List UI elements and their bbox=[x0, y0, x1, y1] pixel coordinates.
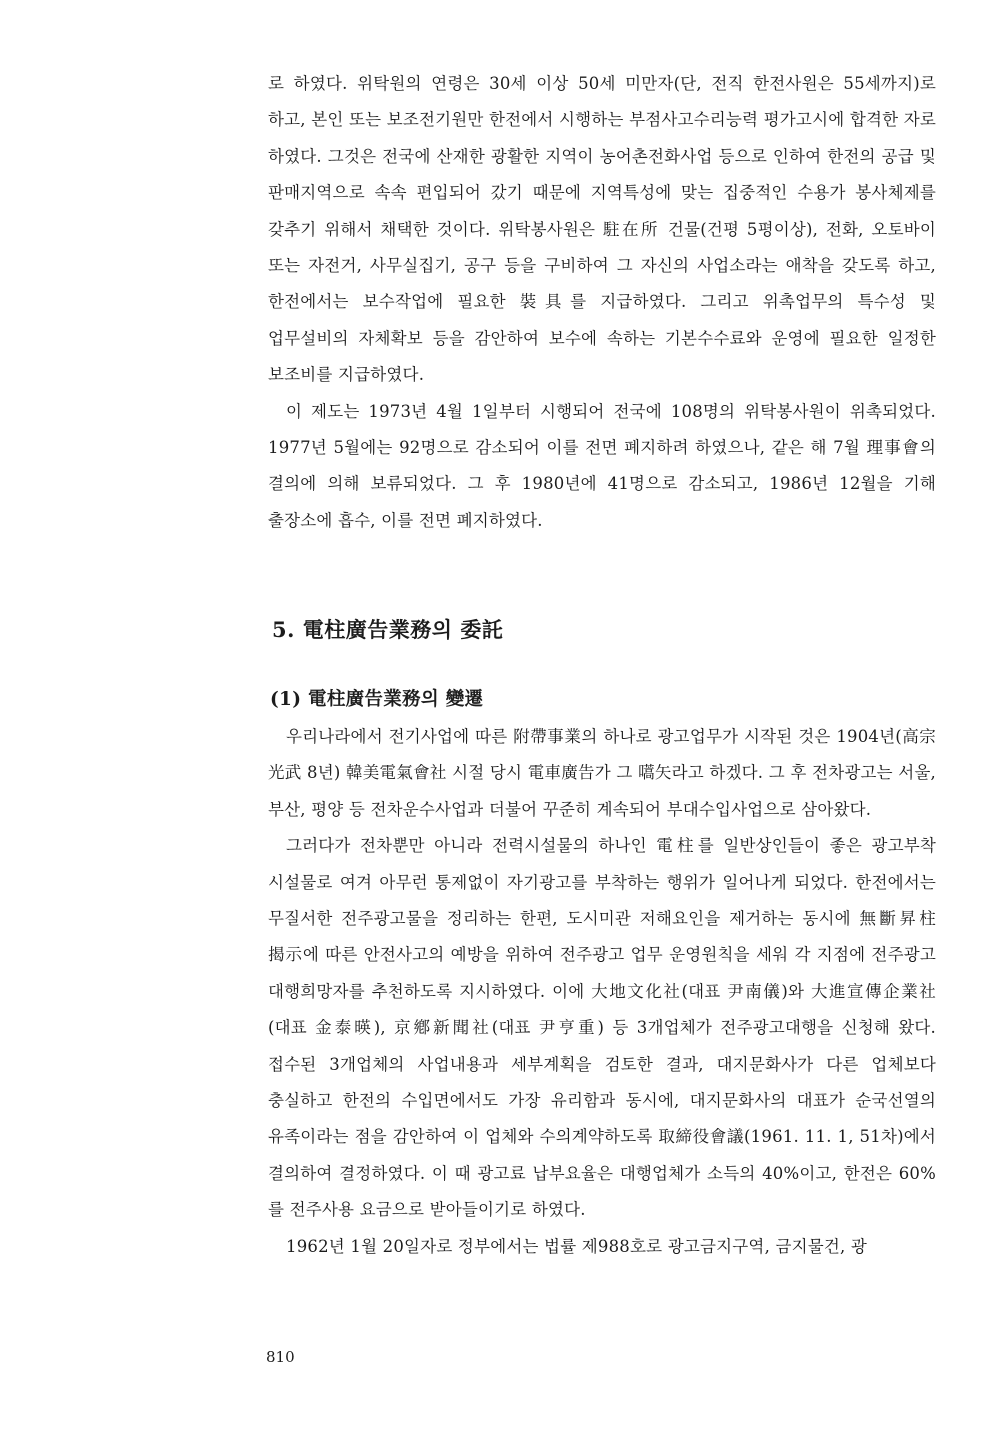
paragraph-commission-history: 이 제도는 1973년 4월 1일부터 시행되어 전국에 108명의 위탁봉사원이 위촉되었다. 1977년 5월에는 92명으로 감소되어 이를 전면 폐지하려 하였으나, 같은 해 7월 理事會의 결의에 의해 보류되었다. 그 후 1980년에 41명으로 감소되고, 1986년 12월을 기해 출장소에 흡수, 이를 전면 폐지하였다. bbox=[268, 401, 936, 530]
paragraph-commission-conditions: 로 하였다. 위탁원의 연령은 30세 이상 50세 미만자(단, 전직 한전사원은 55세까지)로 하고, 본인 또는 보조전기원만 한전에서 시행하는 부점사고수리능력 평가고시에 합격한 자로 하였다. 그것은 전국에 산재한 광활한 지역이 농어촌전화사업 등으로 인하여 한전의 공급 및 판매지역으로 속속 편입되어 갔기 때문에 지역특성에 맞는 집중적인 수용가 봉사체제를 갖추기 위해서 채택한 것이다. 위탁봉사원은 駐在所 건물(건평 5평이상), 전화, 오토바이 또는 자전거, 사무실집기, 공구 등을 구비하여 그 자신의 사업소라는 애착을 갖도록 하고, 한전에서는 보수작업에 필요한 裝具를 지급하였다. 그리고 위촉업무의 특수성 및 업무설비의 자체확보 등을 감안하여 보수에 속하는 기본수수료와 운영에 필요한 일정한 보조비를 지급하였다. bbox=[268, 74, 936, 385]
subsection-heading: (1) 電柱廣告業務의 變遷 bbox=[270, 689, 484, 710]
paragraph-pole-advertising-agency: 그러다가 전차뿐만 아니라 전력시설물의 하나인 電柱를 일반상인들이 좋은 광고부착 시설물로 여겨 아무런 통제없이 자기광고를 부착하는 행위가 일어나게 되었다. 한전에서는 무질서한 전주광고물을 정리하는 한편, 도시미관 저해요인을 제거하는 동시에 無斷昇柱 揭示에 따른 안전사고의 예방을 위하여 전주광고 업무 운영원칙을 세워 각 지점에 전주광고 대행희망자를 추천하도록 지시하였다. 이에 大地文化社(대표 尹南儀)와 大進宣傳企業社(대표 金泰暎), 京鄕新聞社(대표 尹亨重) 등 3개업체가 전주광고대행을 신청해 왔다. 접수된 3개업체의 사업내용과 세부계획을 검토한 결과, 대지문화사가 다른 업체보다 충실하고 한전의 수입면에서도 가장 유리함과 동시에, 대지문화사의 대표가 순국선열의 유족이라는 점을 감안하여 이 업체와 수의계약하도록 取締役會議(1961. 11. 1, 51차)에서 결의하여 결정하였다. 이 때 광고료 납부요율은 대행업체가 소득의 40%이고, 한전은 60%를 전주사용 요금으로 받아들이기로 하였다. bbox=[268, 836, 936, 1220]
body-text-block-1 bbox=[268, 66, 936, 539]
paragraph-advertising-law: 1962년 1월 20일자로 정부에서는 법률 제988호로 광고금지구역, 금지물건, 광 bbox=[286, 1236, 868, 1256]
body-text-block-2 bbox=[268, 719, 936, 1265]
page-number: 810 bbox=[266, 1348, 295, 1366]
section-heading: 5. 電柱廣告業務의 委託 bbox=[272, 617, 504, 642]
paragraph-advertising-origin: 우리나라에서 전기사업에 따른 附帶事業의 하나로 광고업무가 시작된 것은 1904년(高宗 光武 8년) 韓美電氣會社 시절 당시 電車廣告가 그 嚆矢라고 하겠다. 그 후 전차광고는 서울, 부산, 평양 등 전차운수사업과 더불어 꾸준히 계속되어 부대수입사업으로 삼아왔다. bbox=[268, 727, 936, 819]
